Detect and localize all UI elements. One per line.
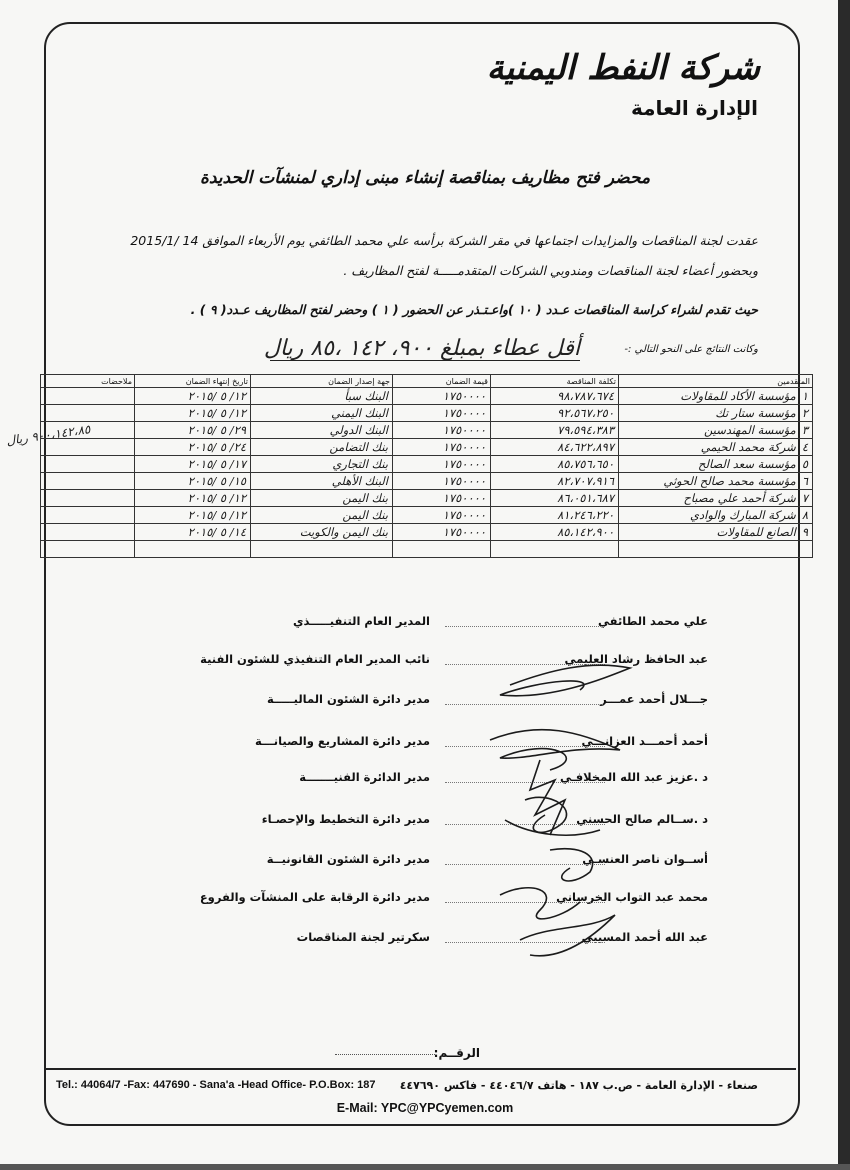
signatory-position: سكرتير لجنة المناقصات [296, 930, 430, 944]
guarantee-value-cell: ١٧٥٠٠٠٠ [393, 388, 491, 405]
guarantee-value-cell: ١٧٥٠٠٠٠ [393, 490, 491, 507]
table-row [41, 507, 813, 524]
signatory-name: د .عزيز عبد الله المخلافـي [560, 770, 708, 784]
table-row [41, 456, 813, 473]
footer-email: E-Mail: YPC@YPCyemen.com [336, 1101, 514, 1115]
issuer-cell: بنك التضامن [251, 439, 393, 456]
signatory-row [0, 652, 850, 674]
row-number: ٥ [801, 457, 808, 471]
bidder-cell [619, 490, 813, 507]
row-number: ٦ [801, 474, 808, 488]
signatory-name: محمد عبد التواب الخرساني [556, 890, 708, 904]
bids-table [40, 374, 813, 558]
signatory-name: عبد الحافظ رشاد العليمي [564, 652, 708, 666]
issuer-cell: البنك الدولي [251, 422, 393, 439]
signatory-name: د .ســالم صالح الحسني [576, 812, 708, 826]
footer-divider [44, 1068, 796, 1070]
signatory-position: مدير دائرة المشاريع والصيانـــة [255, 734, 430, 748]
notes-cell [41, 405, 135, 422]
empty-cell [619, 541, 813, 558]
handwritten-lowest-bid: أقل عطاء بمبلغ ٩٠٠، ١٤٢ ،٨٥ ريال [263, 336, 580, 361]
signatory-position: المدير العام التنفيـــــذي [292, 614, 430, 628]
paragraph-bids-count: حيث تقدم لشراء كراسة المناقصات عـدد ( ١٠ )واعـتـذر عن الحضور ( ١ ) وحضر لفتح المظاريف عـدد( ٩ ) . [190, 302, 758, 317]
bidder-cell [619, 422, 813, 439]
footer-contact-english: Tel.: 44064/7 -Fax: 447690 - Sana'a -Head Office- P.O.Box: 187 [56, 1079, 376, 1091]
paragraph-attendance: وبحضور أعضاء لجنة المناقصات ومندوبي الشركات المتقدمـــــة لفتح المظاريف . [343, 263, 758, 278]
bid-cost-cell: ٨٥،٧٥٦،٦٥٠ [491, 456, 619, 473]
row-number: ٣ [801, 423, 808, 437]
issuer-cell: بنك التجاري [251, 456, 393, 473]
bid-cost-cell: ٨٦،٠٥١،٦٨٧ [491, 490, 619, 507]
bidder-name: شركة محمد الحيمي [700, 440, 796, 454]
table-row [41, 473, 813, 490]
bidder-name: مؤسسة ستار تك [715, 406, 796, 420]
issuer-cell: بنك اليمن [251, 507, 393, 524]
empty-cell [41, 541, 135, 558]
row-number: ١ [801, 389, 808, 403]
header-bidders: المتقدمين [619, 375, 813, 388]
bidder-cell [619, 524, 813, 541]
signatory-name: أســوان ناصر العنسـي [582, 852, 708, 866]
paragraph-results: وكانت النتائج على النحو التالي :- [624, 344, 758, 355]
expiry-cell: ٢٤/ ٥ /٢٠١٥ [135, 439, 251, 456]
bidder-cell [619, 456, 813, 473]
expiry-cell: ١٢/ ٥ /٢٠١٥ [135, 388, 251, 405]
bidder-cell [619, 507, 813, 524]
guarantee-value-cell: ١٧٥٠٠٠٠ [393, 439, 491, 456]
handwritten-underline [270, 360, 580, 361]
issuer-cell: البنك اليمني [251, 405, 393, 422]
issuer-cell: البنك سبأ [251, 388, 393, 405]
header-issuer: جهة إصدار الضمان [251, 375, 393, 388]
bidder-cell [619, 405, 813, 422]
signatory-row [0, 692, 850, 714]
signatory-row [0, 614, 850, 636]
paragraph-meeting: عقدت لجنة المناقصات والمزايدات اجتماعها في مقر الشركة برأسه علي محمد الطائفي يوم الأربعاء الموافق 14 /2015/1 [130, 233, 758, 248]
signatory-position: مدير دائرة التخطيط والإحصـاء [261, 812, 430, 826]
header-notes: ملاحضات [41, 375, 135, 388]
department-name: الإدارة العامة [631, 96, 758, 120]
empty-cell [393, 541, 491, 558]
signatory-name: عبد الله أحمد المسيبي [581, 930, 708, 944]
reference-number-dots [335, 1054, 435, 1055]
bid-cost-cell: ٩٢،٥٦٧،٢٥٠ [491, 405, 619, 422]
signatory-row [0, 890, 850, 912]
notes-cell [41, 388, 135, 405]
signatures-scribble [430, 640, 670, 980]
signatory-name: جـــلال أحمد عمـــر [600, 692, 708, 706]
bidder-cell [619, 388, 813, 405]
bidder-cell [619, 439, 813, 456]
table-row [41, 524, 813, 541]
bid-cost-cell: ٨٤،٦٢٢،٨٩٧ [491, 439, 619, 456]
row-number: ٧ [801, 491, 808, 505]
notes-cell [41, 507, 135, 524]
header-bid-cost: تكلفة المناقصة [491, 375, 619, 388]
signatory-position: مدير دائرة الشئون الماليـــــة [267, 692, 430, 706]
signature-line [445, 626, 605, 627]
expiry-cell: ١٤/ ٥ /٢٠١٥ [135, 524, 251, 541]
bidder-name: مؤسسة سعد الصالح [698, 457, 796, 471]
row-number: ٤ [801, 440, 808, 454]
empty-cell [491, 541, 619, 558]
issuer-cell: بنك اليمن [251, 490, 393, 507]
signatory-position: مدير الدائرة الفنيـــــــة [299, 770, 430, 784]
table-row [41, 422, 813, 439]
reference-number-label: الرقــم: [433, 1046, 480, 1060]
signatory-position: مدير دائرة الشئون القانونيــة [266, 852, 430, 866]
table-row [41, 405, 813, 422]
bid-cost-cell: ٨٢،٧٠٧،٩١٦ [491, 473, 619, 490]
guarantee-value-cell: ١٧٥٠٠٠٠ [393, 524, 491, 541]
bidder-name: مؤسسة الأكاد للمقاولات [680, 389, 796, 403]
expiry-cell: ١٢/ ٥ /٢٠١٥ [135, 507, 251, 524]
margin-note: ٩٠٠،١٤٢،٨٥ ريال [5, 422, 92, 448]
signatory-row [0, 812, 850, 834]
expiry-cell: ١٧/ ٥ /٢٠١٥ [135, 456, 251, 473]
document-title: محضر فتح مظاريف بمناقصة إنشاء مبنى إداري لمنشآت الحديدة [199, 168, 651, 188]
row-number: ٩ [801, 525, 808, 539]
signatory-name: أحمد أحمـــد العزانـــي [581, 734, 708, 748]
bidder-name: مؤسسة محمد صالح الحوثي [663, 474, 796, 488]
guarantee-value-cell: ١٧٥٠٠٠٠ [393, 405, 491, 422]
scan-edge-bottom [0, 1164, 850, 1170]
bid-cost-cell: ٨١،٢٤٦،٢٢٠ [491, 507, 619, 524]
guarantee-value-cell: ١٧٥٠٠٠٠ [393, 473, 491, 490]
signatory-row [0, 852, 850, 874]
notes-cell [41, 524, 135, 541]
signatory-row [0, 734, 850, 756]
signatory-position: نائب المدير العام التنفيذي للشئون الفنية [200, 652, 430, 666]
signatory-name: علي محمد الطائفي [598, 614, 708, 628]
row-number: ٢ [801, 406, 808, 420]
guarantee-value-cell: ١٧٥٠٠٠٠ [393, 507, 491, 524]
notes-cell [41, 473, 135, 490]
table-row-empty [41, 541, 813, 558]
bid-cost-cell: ٩٨،٧٨٧،٦٧٤ [491, 388, 619, 405]
header-expiry: تاريخ إنتهاء الضمان [135, 375, 251, 388]
company-name: شركة النفط اليمنية [486, 48, 760, 88]
issuer-cell: بنك اليمن والكويت [251, 524, 393, 541]
guarantee-value-cell: ١٧٥٠٠٠٠ [393, 456, 491, 473]
signatory-position: مدير دائرة الرقابة على المنشآت والفروع [199, 890, 430, 904]
table-row [41, 490, 813, 507]
header-guarantee-value: قيمة الضمان [393, 375, 491, 388]
guarantee-value-cell: ١٧٥٠٠٠٠ [393, 422, 491, 439]
issuer-cell: البنك الأهلي [251, 473, 393, 490]
bidder-name: شركة المبارك والوادي [690, 508, 796, 522]
bidder-name: الصانع للمقاولات [716, 525, 796, 539]
expiry-cell: ٢٩/ ٥ /٢٠١٥ [135, 422, 251, 439]
bidder-cell [619, 473, 813, 490]
empty-cell [135, 541, 251, 558]
bid-cost-cell: ٨٥،١٤٢،٩٠٠ [491, 524, 619, 541]
expiry-cell: ١٢/ ٥ /٢٠١٥ [135, 405, 251, 422]
empty-cell [251, 541, 393, 558]
bid-cost-cell: ٧٩،٥٩٤،٣٨٣ [491, 422, 619, 439]
expiry-cell: ١٥/ ٥ /٢٠١٥ [135, 473, 251, 490]
bidder-name: شركة أحمد علي مصباح [683, 491, 796, 505]
signatory-row [0, 770, 850, 792]
signatory-row [0, 930, 850, 952]
row-number: ٨ [801, 508, 808, 522]
table-row [41, 388, 813, 405]
notes-cell [41, 490, 135, 507]
bidder-name: مؤسسة المهندسين [703, 423, 796, 437]
notes-cell [41, 456, 135, 473]
table-header-row [41, 375, 813, 388]
expiry-cell: ١٢/ ٥ /٢٠١٥ [135, 490, 251, 507]
table-row [41, 439, 813, 456]
footer-contact-arabic: صنعاء - الإدارة العامة - ص.ب ١٨٧ - هاتف ٤٤٠٤٦/٧ - فاكس ٤٤٧٦٩٠ [399, 1079, 758, 1092]
